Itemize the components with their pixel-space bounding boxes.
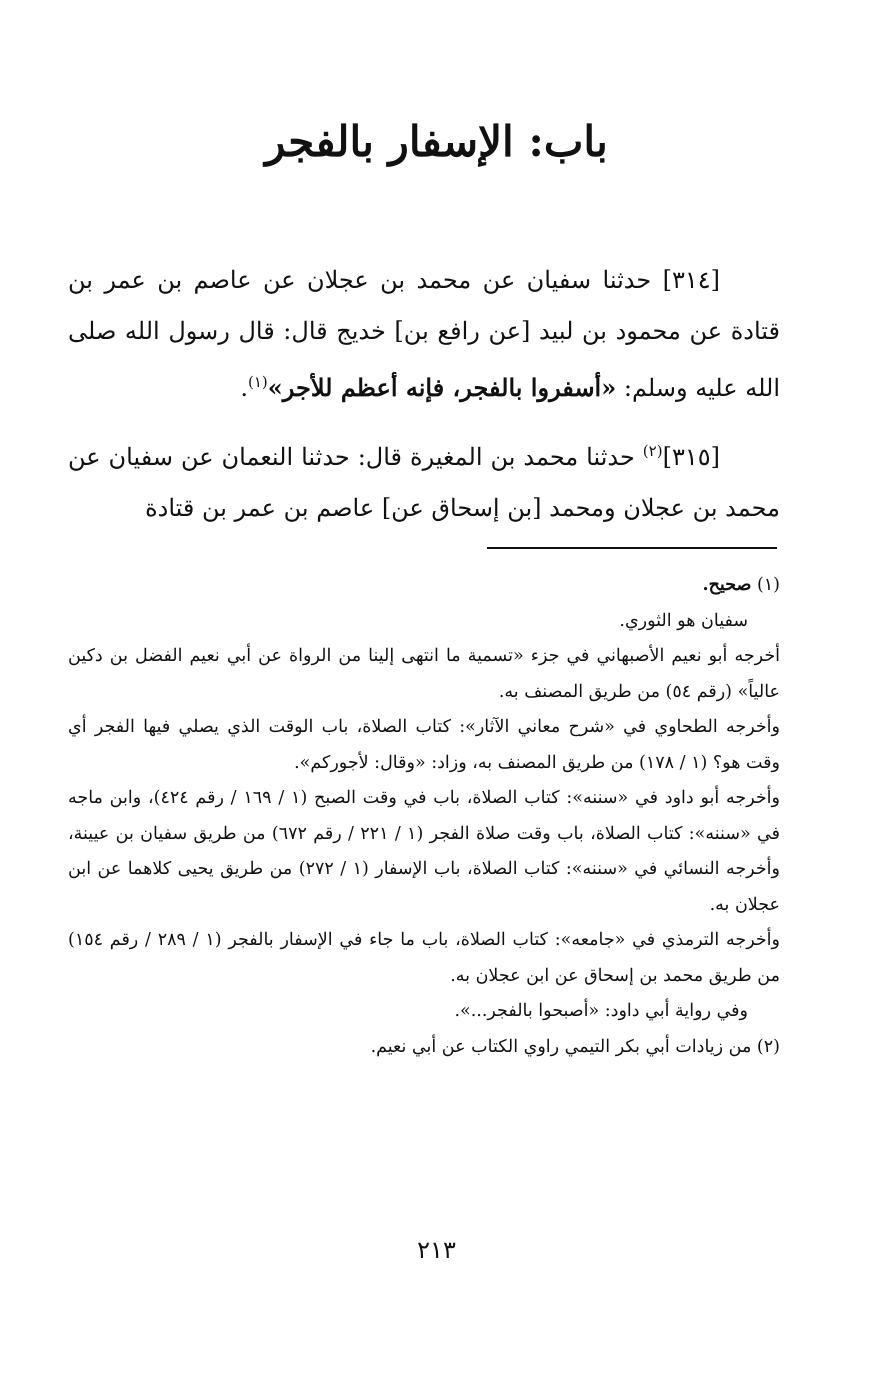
footnote-divider <box>487 547 777 549</box>
hadith-315 <box>68 426 780 534</box>
hadith-315-text: حدثنا محمد بن المغيرة قال: حدثنا النعمان عن سفيان عن محمد بن عجلان ومحمد [بن إسحاق عن] عاصم بن عمر بن قتادة <box>68 443 780 522</box>
hadith-314-text: [٣١٤] حدثنا سفيان عن محمد بن عجلان عن عاصم بن عمر بن قتادة عن محمود بن لبيد [عن رافع بن] خديج قال: قال رسول الله صلى الله عليه وسلم: <box>68 266 780 402</box>
hadith-314-end: . <box>240 374 248 402</box>
hadith-314-quote: «أسفروا بالفجر، فإنه أعظم للأجر» <box>267 373 617 402</box>
hadith-315-number: [٣١٥] <box>662 443 720 471</box>
footnote-1-line: وأخرجه الترمذي في «جامعه»: كتاب الصلاة، باب ما جاء في الإسفار بالفجر (١ / ٢٨٩ / رقم ١٥٤) من طريق محمد بن إسحاق عن ابن عجلان به. <box>68 930 780 986</box>
main-text <box>68 255 780 546</box>
footnote-1-line: سفيان هو الثوري. <box>619 610 748 631</box>
footnote-1-line: وأخرجه الطحاوي في «شرح معاني الآثار»: كتاب الصلاة، باب الوقت الذي يصلي فيها الفجر أي وقت هو؟ (١ / ١٧٨) من طريق المصنف به، وزاد: «وقال: لأجوركم». <box>68 717 780 773</box>
footnote-1-number: (١) <box>756 575 780 595</box>
footnote-marker-1[interactable]: (١) <box>247 373 268 391</box>
footnote-1-heading <box>68 568 780 604</box>
hadith-314 <box>68 255 780 414</box>
footnote-1-grade: صحيح. <box>702 575 752 595</box>
footnote-1-line: وفي رواية أبي داود: «أصبحوا بالفجر...». <box>454 1001 748 1021</box>
footnote-marker-2[interactable]: (٢) <box>642 442 663 460</box>
footnote-2: (٢) من زيادات أبي بكر التيمي راوي الكتاب عن أبي نعيم. <box>370 1036 780 1057</box>
page-number: ٢١٣ <box>417 1236 456 1264</box>
chapter-title: باب: الإسفار بالفجر <box>265 117 608 166</box>
footnotes <box>68 568 780 1065</box>
footnote-1-line: أخرجه أبو نعيم الأصبهاني في جزء «تسمية ما انتهى إلينا من الرواة عن أبي نعيم الفضل بن دكين عالياً» (رقم ٥٤) من طريق المصنف به. <box>68 646 780 702</box>
footnote-1-line: وأخرجه أبو داود في «سننه»: كتاب الصلاة، باب في وقت الصبح (١ / ١٦٩ / رقم ٤٢٤)، وابن ماجه في «سننه»: كتاب الصلاة، باب وقت صلاة الفجر (١ / ٢٢١ / رقم ٦٧٢) من طريق سفيان بن عيينة، وأخرجه النسائي في «سننه»: كتاب الصلاة، باب الإسفار (١ / ٢٧٢) من طريق يحيى كلاهما عن ابن عجلان به. <box>68 788 780 915</box>
